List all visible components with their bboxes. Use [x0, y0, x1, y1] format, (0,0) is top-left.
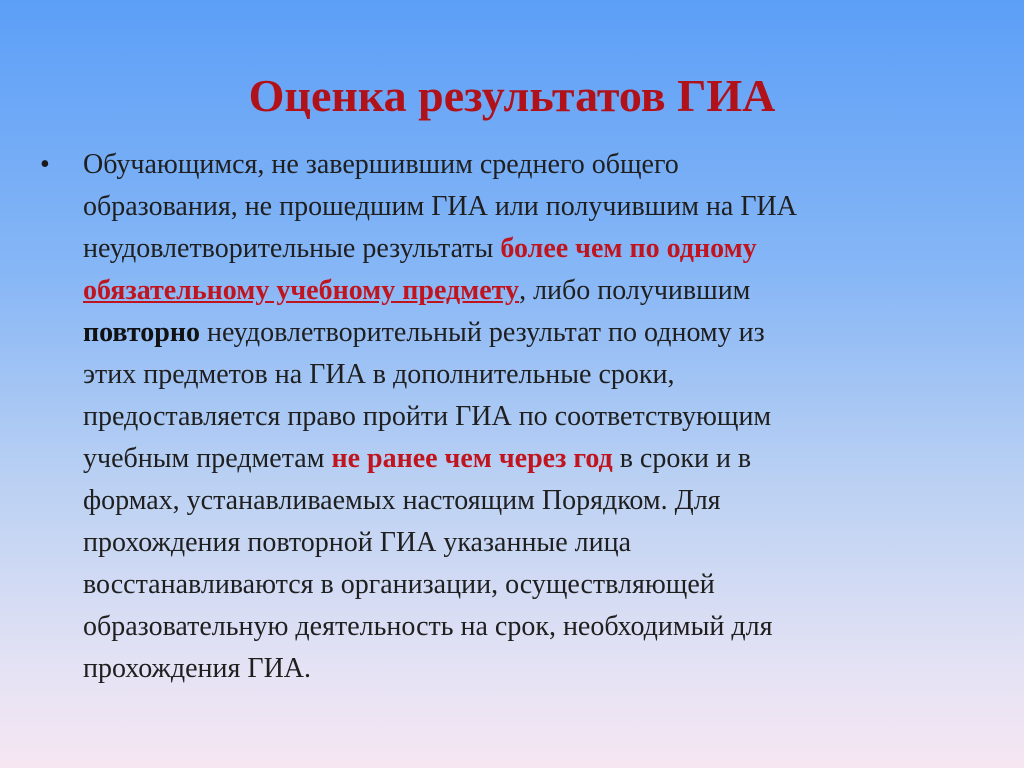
text-line-10: прохождения повторной ГИА указанные лица — [83, 527, 632, 558]
text-line-4 — [83, 270, 940, 312]
text-line-1: Обучающимся, не завершившим среднего общего — [83, 149, 679, 180]
text-line-8 — [83, 438, 940, 480]
slide-title: Оценка результатов ГИА — [248, 70, 776, 121]
text-line-12: образовательную деятельность на срок, необходимый для — [83, 611, 773, 642]
highlight-text: более чем по одному — [500, 233, 757, 264]
text-line-13: прохождения ГИА. — [83, 653, 312, 684]
highlight-text: не ранее чем через год — [331, 443, 613, 474]
bold-text: повторно — [83, 317, 200, 348]
text-line-2: образования, не прошедшим ГИА или получившим на ГИА — [83, 191, 797, 222]
text-segment: учебным предметам — [83, 443, 332, 474]
bullet-marker: • — [40, 149, 50, 180]
text-line-6: этих предметов на ГИА в дополнительные сроки, — [83, 359, 675, 390]
text-segment: в сроки и в — [612, 443, 752, 474]
text-segment: неудовлетворительные результаты — [83, 233, 501, 264]
text-line-5 — [83, 312, 940, 354]
text-line-11: восстанавливаются в организации, осуществляющей — [83, 569, 715, 600]
text-segment: неудовлетворительный результат по одному из — [199, 317, 765, 348]
text-line-9: формах, устанавливаемых настоящим Порядком. Для — [83, 485, 721, 516]
highlight-underlined-text: обязательному учебному предмету — [83, 275, 520, 306]
text-line-7: предоставляется право пройти ГИА по соответствующим — [83, 401, 772, 432]
bullet-text — [83, 144, 940, 690]
text-segment: , либо получившим — [519, 275, 751, 306]
text-line-3 — [83, 228, 940, 270]
